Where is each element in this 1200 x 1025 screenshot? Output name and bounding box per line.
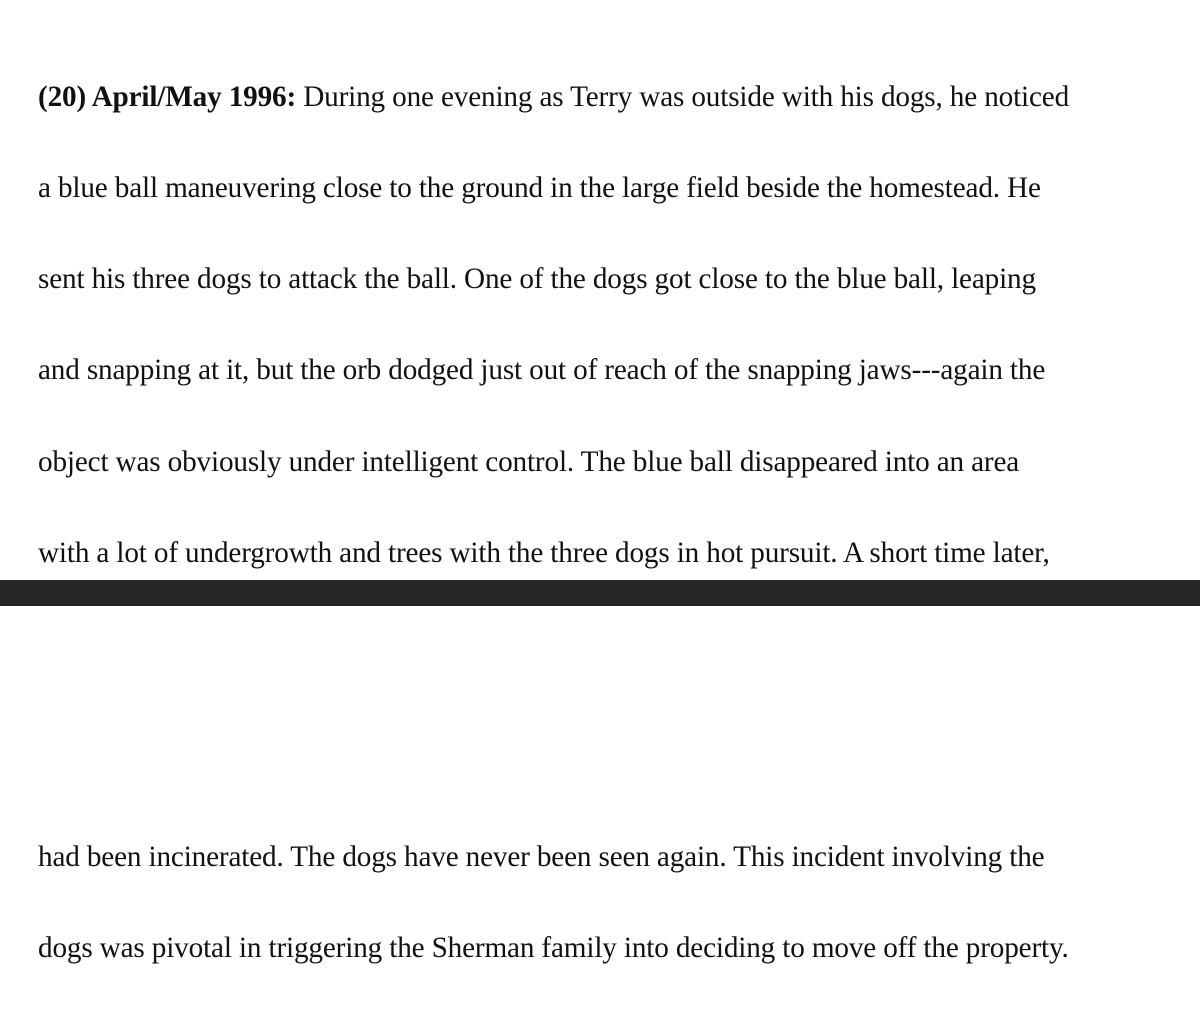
paragraph-line: with a lot of undergrowth and trees with the three dogs in hot pursuit. A short time later, <box>38 536 1050 569</box>
paragraph-line: object was obviously under intelligent control. The blue ball disappeared into an area <box>38 445 1020 478</box>
page-break-divider <box>0 580 1200 606</box>
document-page-bottom <box>0 606 1200 965</box>
entry-heading: (20) April/May 1996: <box>38 80 297 113</box>
paragraph-line: and snapping at it, but the orb dodged just out of reach of the snapping jaws---again the <box>38 354 1046 387</box>
paragraph-line: sent his three dogs to attack the ball. One of the dogs got close to the blue ball, leaping <box>38 263 1036 296</box>
paragraph-line: a blue ball maneuvering close to the ground in the large field beside the homestead. He <box>38 172 1041 205</box>
entry-paragraph-part-2 <box>38 781 1069 1024</box>
paragraph-line <box>38 82 1069 112</box>
entry-first-line-text: During one evening as Terry was outside with his dogs, he noticed <box>296 80 1070 113</box>
paragraph-line: had been incinerated. The dogs have never been seen again. This incident involving the <box>38 840 1045 873</box>
paragraph-line: dogs was pivotal in triggering the Sherman family into deciding to move off the property. <box>38 932 1069 965</box>
